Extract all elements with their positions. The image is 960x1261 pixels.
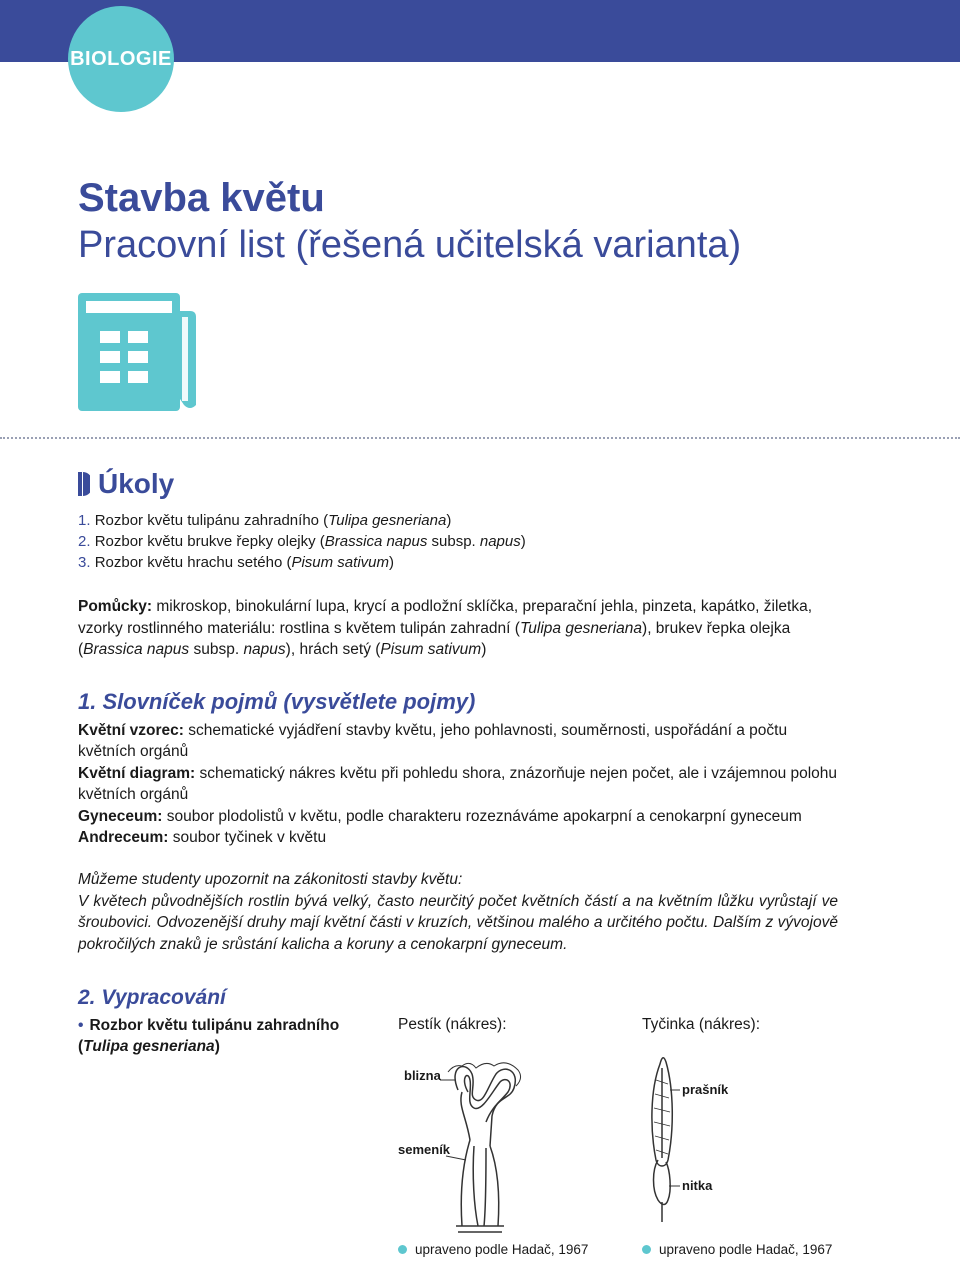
teacher-note	[78, 869, 838, 955]
section-divider	[0, 437, 960, 439]
task-text: Rozbor květu brukve řepky olejky (	[94, 533, 325, 550]
aids-text: ), brukev řepka olejka (	[78, 619, 791, 658]
task-number: 3.	[78, 554, 91, 571]
tasks-heading-text: Úkoly	[98, 468, 175, 499]
stamen-caption: Tyčinka (nákres):	[642, 1016, 761, 1033]
task-text: )	[520, 533, 526, 550]
work-item: • Rozbor květu tulipánu zahradního (Tulipa gesneriana)	[78, 1017, 340, 1055]
task-text: )	[446, 512, 452, 529]
glossary-list	[78, 720, 838, 848]
ovary-label: semeník	[398, 1142, 451, 1157]
bullet-icon: •	[78, 1017, 84, 1034]
aids-label: Pomůcky:	[78, 598, 153, 615]
glossary-definition: soubor plodolistů v květu, podle charakteru rozeznáváme apokarpní a cenokarpní gyneceum	[162, 807, 802, 825]
work-item-latin: Tulipa gesneriana	[83, 1038, 215, 1055]
stigma-label: blizna	[404, 1068, 441, 1083]
note-intro: Můžeme studenty upozornit na zákonitosti stavby květu:	[78, 871, 463, 888]
work-item-title: Rozbor květu tulipánu zahradního	[89, 1017, 340, 1034]
section-marker-icon	[78, 472, 90, 496]
bullet-dot-icon	[642, 1245, 651, 1254]
aids-text: mikroskop, binokulární lupa, krycí a podložní sklíčka, preparační jehla, pinzeta, kapátko, žiletka, vzorky rostlinného materiálu: rostlina s květem tulipán zahradní (	[78, 598, 813, 637]
glossary-term: Gyneceum:	[78, 807, 163, 825]
subject-label: BIOLOGIE	[70, 47, 172, 70]
glossary-heading: 1. Slovníček pojmů (vysvětlete pojmy)	[78, 689, 476, 714]
task-text: Rozbor květu tulipánu zahradního (	[94, 512, 329, 529]
task-text: )	[389, 554, 394, 571]
aids-latin: Brassica napus	[83, 641, 190, 658]
task-item	[78, 531, 526, 552]
document-icon	[78, 293, 196, 411]
glossary-entry	[78, 720, 838, 763]
bullet-dot-icon	[398, 1245, 407, 1254]
aids-text: ), hrách setý (	[285, 641, 381, 658]
glossary-definition: schematický nákres květu při pohledu shora, znázorňuje nejen počet, ale i vzájemnou polohu květních orgánů	[78, 764, 838, 804]
task-item	[78, 552, 526, 573]
tasks-heading	[78, 466, 174, 502]
pistil-drawing	[396, 1056, 546, 1236]
glossary-definition: schematické vyjádření stavby květu, jeho pohlavnosti, souměrnosti, uspořádání a počtu květních orgánů	[78, 722, 788, 761]
stamen-source	[642, 1242, 832, 1257]
glossary-term: Květní vzorec:	[78, 722, 184, 739]
task-item	[78, 510, 526, 531]
aids-latin: Pisum sativum	[380, 641, 482, 658]
glossary-definition: soubor tyčinek v květu	[168, 829, 327, 847]
task-text: Rozbor květu hrachu setého (	[94, 554, 292, 571]
source-text: upraveno podle Hadač, 1967	[659, 1242, 833, 1257]
task-latin: Brassica napus	[324, 533, 428, 550]
pistil-caption: Pestík (nákres):	[398, 1016, 507, 1033]
page-title: Stavba květu	[78, 176, 325, 220]
glossary-entry	[78, 806, 838, 827]
filament-label: nitka	[682, 1178, 713, 1193]
glossary-entry	[78, 827, 838, 848]
task-list	[78, 510, 526, 573]
task-latin: Tulipa gesneriana	[328, 512, 447, 529]
aids-latin: Tulipa gesneriana	[519, 619, 643, 637]
task-number: 1.	[78, 512, 91, 529]
pistil-source	[398, 1242, 588, 1257]
note-body: V květech původnějších rostlin bývá velký, často neurčitý počet květních částí a na květním lůžku vyrůstají ve šroubovici. Odvozenější druhy mají květní části v kruzích, většinou malého a určitého počtu. Dalším z vývojově pokročilých znaků je srůstání kalicha a koruny a cenokarpní gyneceum.	[78, 892, 838, 953]
task-text: subsp.	[427, 533, 480, 550]
aids-text: )	[481, 641, 487, 658]
anther-label: prašník	[682, 1082, 729, 1097]
aids-latin: napus	[243, 641, 286, 658]
task-latin: napus	[479, 533, 521, 550]
subject-badge	[68, 6, 174, 112]
glossary-term: Květní diagram:	[78, 764, 196, 782]
page-subtitle: Pracovní list (řešená učitelská varianta)	[78, 224, 742, 266]
glossary-term: Andreceum:	[78, 829, 169, 847]
source-text: upraveno podle Hadač, 1967	[415, 1242, 589, 1257]
stamen-drawing	[636, 1050, 746, 1230]
work-heading: 2. Vypracování	[78, 986, 226, 1009]
aids-text: subsp.	[189, 641, 244, 658]
aids-paragraph	[78, 596, 838, 661]
task-latin: Pisum sativum	[291, 554, 389, 571]
task-number: 2.	[78, 533, 91, 550]
glossary-entry	[78, 763, 838, 806]
